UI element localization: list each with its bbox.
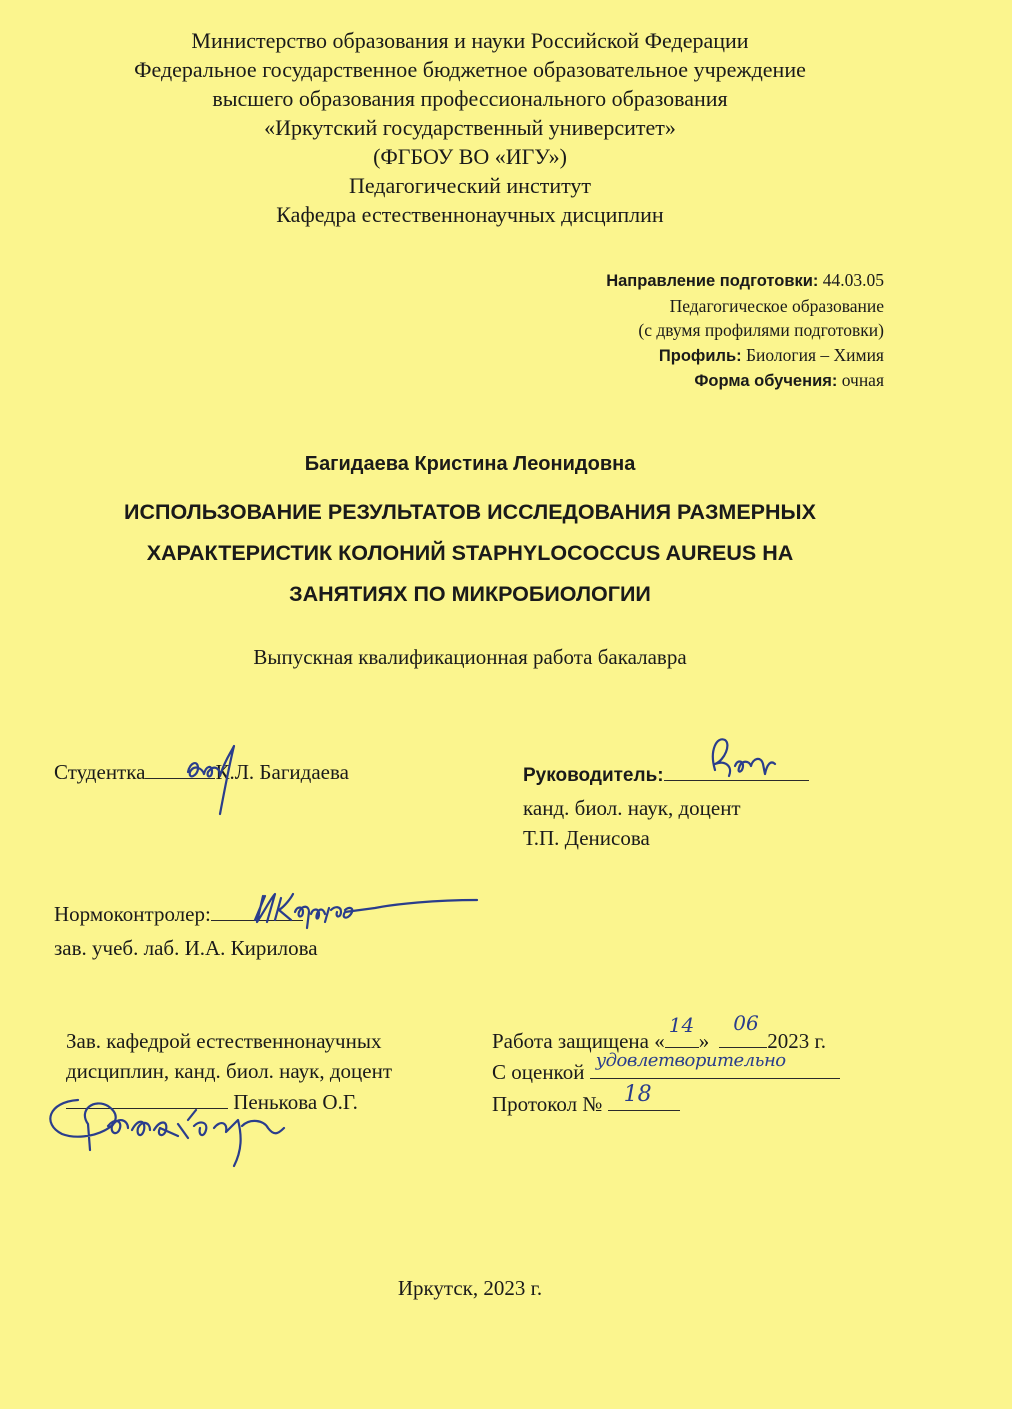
protocol-row (492, 1082, 680, 1117)
supervisor-name: Т.П. Денисова (523, 826, 650, 850)
student-signature (180, 732, 260, 822)
form-row (606, 368, 884, 394)
profile-value: Биология – Химия (745, 344, 884, 365)
profile-row (606, 343, 884, 369)
supervisor-position: канд. биол. наук, доцент (523, 796, 741, 820)
thesis-title (0, 492, 940, 615)
head-line2: дисциплин, канд. биол. наук, доцент (66, 1059, 393, 1083)
direction-line2: Педагогическое образование (669, 295, 884, 316)
student-label: Студентка (54, 760, 146, 784)
grade-line (590, 1050, 840, 1079)
defense-label: Работа защищена « (492, 1029, 665, 1053)
institution-header (0, 26, 940, 229)
form-label: Форма обучения: (694, 372, 838, 390)
normcontroller-label: Нормоконтролер: (54, 902, 211, 926)
direction-label: Направление подготовки: (606, 272, 819, 290)
work-type: Выпускная квалификационная работа бакалавра (253, 645, 687, 669)
header-line-department: Кафедра естественнонаучных дисциплин (276, 202, 664, 227)
protocol-line (608, 1082, 680, 1111)
head-line1: Зав. кафедрой естественнонаучных (66, 1029, 382, 1053)
supervisor-signature (695, 730, 795, 790)
header-line-education-level: высшего образования профессионального образования (212, 86, 728, 111)
header-line-institution-type: Федеральное государственное бюджетное образовательное учреждение (134, 57, 806, 82)
header-line-ministry: Министерство образования и науки Российской Федерации (191, 28, 749, 53)
header-line-abbreviation: (ФГБОУ ВО «ИГУ») (373, 144, 567, 169)
direction-line3: (с двумя профилями подготовки) (638, 320, 884, 340)
grade-label: С оценкой (492, 1060, 585, 1084)
defense-month-line (719, 1011, 767, 1048)
grade-value: удовлетворительно (595, 1050, 786, 1071)
direction-row (606, 268, 884, 294)
protocol-number: 18 (623, 1082, 652, 1107)
defense-day-line (665, 1013, 699, 1048)
normcontroller-position-name: зав. учеб. лаб. И.А. Кирилова (54, 936, 318, 960)
supervisor-label: Руководитель: (523, 765, 664, 786)
defense-year: 2023 г. (767, 1029, 826, 1053)
header-line-institute: Педагогический институт (348, 173, 592, 198)
header-line-university: «Иркутский государственный университет» (264, 115, 676, 140)
title-line-2: ХАРАКТЕРИСТИК КОЛОНИЙ STAPHYLOCOCCUS AUREUS НА (146, 541, 794, 565)
form-value: очная (841, 370, 884, 390)
defense-day: 14 (668, 1013, 695, 1037)
protocol-label: Протокол № (492, 1092, 603, 1116)
head-name: Пенькова О.Г. (233, 1090, 358, 1114)
grade-row (492, 1050, 840, 1085)
profile-label: Профиль: (658, 346, 742, 365)
head-signature (38, 1080, 308, 1170)
footer-city-year: Иркутск, 2023 г. (397, 1276, 543, 1300)
defense-month: 06 (733, 1011, 759, 1035)
defense-mid: » (698, 1029, 710, 1053)
title-line-1: ИСПОЛЬЗОВАНИЕ РЕЗУЛЬТАТОВ ИССЛЕДОВАНИЯ РАЗМЕРНЫХ (124, 500, 816, 524)
title-line-3: ЗАНЯТИЯХ ПО МИКРОБИОЛОГИИ (289, 582, 651, 606)
author-name: Багидаева Кристина Леонидовна (304, 453, 636, 475)
direction-value: 44.03.05 (822, 270, 884, 290)
normcontroller-signature (245, 884, 485, 934)
student-name: К.Л. Багидаева (215, 760, 349, 784)
study-details (606, 268, 884, 394)
